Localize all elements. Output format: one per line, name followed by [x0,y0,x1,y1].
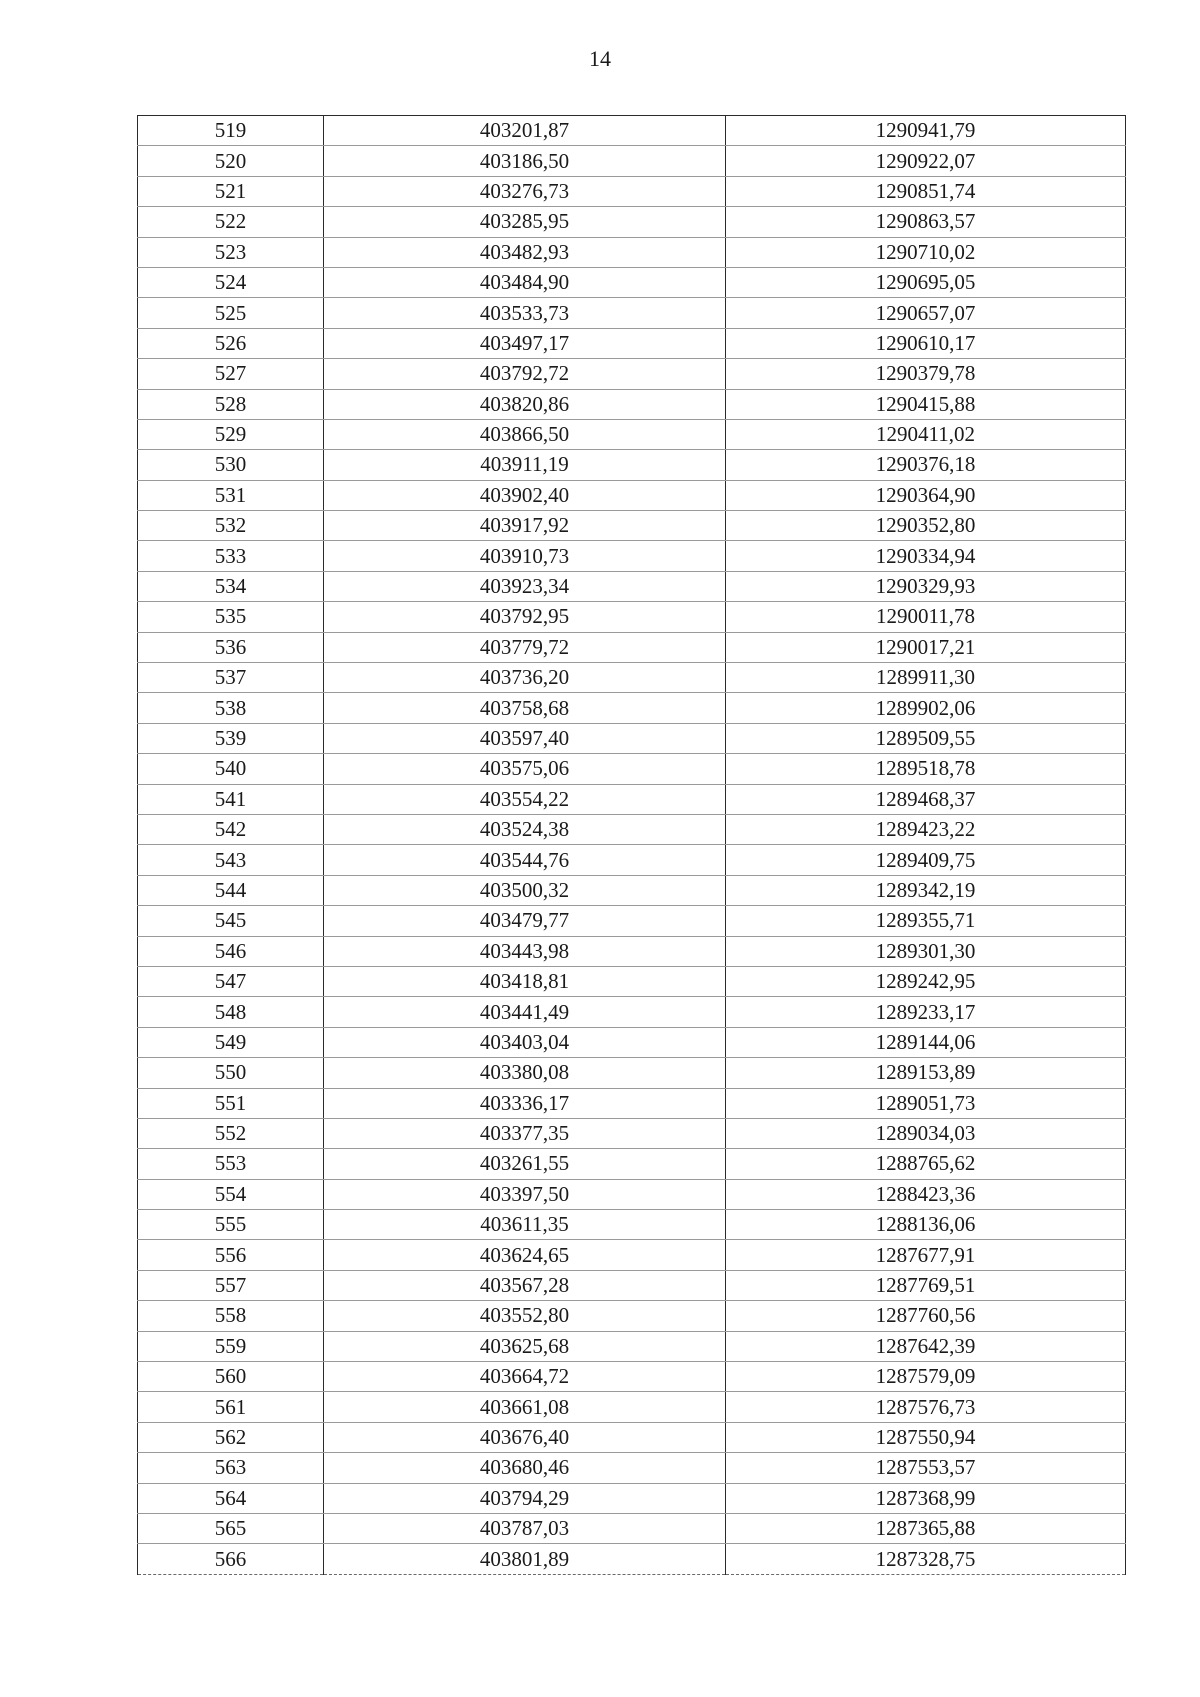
point-number-cell: 532 [138,511,324,541]
x-coordinate-cell: 403676,40 [324,1422,726,1452]
y-coordinate-cell: 1289051,73 [726,1088,1126,1118]
point-number-cell: 529 [138,419,324,449]
x-coordinate-cell: 403544,76 [324,845,726,875]
table-row [138,693,1126,723]
y-coordinate-cell: 1290352,80 [726,511,1126,541]
x-coordinate-cell: 403377,35 [324,1118,726,1148]
y-coordinate-cell: 1290851,74 [726,176,1126,206]
y-coordinate-cell: 1287769,51 [726,1270,1126,1300]
y-coordinate-cell: 1290017,21 [726,632,1126,662]
x-coordinate-cell: 403575,06 [324,754,726,784]
x-coordinate-cell: 403336,17 [324,1088,726,1118]
y-coordinate-cell: 1289423,22 [726,814,1126,844]
table-row [138,1331,1126,1361]
table-row [138,1027,1126,1057]
x-coordinate-cell: 403917,92 [324,511,726,541]
point-number-cell: 521 [138,176,324,206]
table-row [138,1118,1126,1148]
x-coordinate-cell: 403624,65 [324,1240,726,1270]
table-row [138,814,1126,844]
table-row [138,784,1126,814]
table-row [138,419,1126,449]
x-coordinate-cell: 403497,17 [324,328,726,358]
point-number-cell: 554 [138,1179,324,1209]
x-coordinate-cell: 403484,90 [324,267,726,297]
table-row [138,1544,1126,1574]
x-coordinate-cell: 403403,04 [324,1027,726,1057]
point-number-cell: 548 [138,997,324,1027]
x-coordinate-cell: 403820,86 [324,389,726,419]
table-row [138,1483,1126,1513]
x-coordinate-cell: 403552,80 [324,1301,726,1331]
y-coordinate-cell: 1289509,55 [726,723,1126,753]
x-coordinate-cell: 403597,40 [324,723,726,753]
point-number-cell: 520 [138,146,324,176]
x-coordinate-cell: 403911,19 [324,450,726,480]
table-row [138,754,1126,784]
point-number-cell: 552 [138,1118,324,1148]
x-coordinate-cell: 403201,87 [324,116,726,146]
table-row [138,1392,1126,1422]
table-row [138,267,1126,297]
point-number-cell: 539 [138,723,324,753]
y-coordinate-cell: 1290364,90 [726,480,1126,510]
point-number-cell: 525 [138,298,324,328]
point-number-cell: 524 [138,267,324,297]
point-number-cell: 547 [138,966,324,996]
y-coordinate-cell: 1287579,09 [726,1362,1126,1392]
x-coordinate-cell: 403736,20 [324,663,726,693]
table-row [138,1179,1126,1209]
table-row [138,1088,1126,1118]
table-row [138,207,1126,237]
point-number-cell: 549 [138,1027,324,1057]
y-coordinate-cell: 1289409,75 [726,845,1126,875]
x-coordinate-cell: 403758,68 [324,693,726,723]
table-row [138,1513,1126,1543]
y-coordinate-cell: 1287328,75 [726,1544,1126,1574]
x-coordinate-cell: 403794,29 [324,1483,726,1513]
table-row [138,997,1126,1027]
table-row [138,480,1126,510]
table-row [138,1058,1126,1088]
y-coordinate-cell: 1289342,19 [726,875,1126,905]
table-row [138,389,1126,419]
x-coordinate-cell: 403664,72 [324,1362,726,1392]
y-coordinate-cell: 1290411,02 [726,419,1126,449]
point-number-cell: 536 [138,632,324,662]
x-coordinate-cell: 403285,95 [324,207,726,237]
table-row [138,541,1126,571]
y-coordinate-cell: 1287368,99 [726,1483,1126,1513]
x-coordinate-cell: 403500,32 [324,875,726,905]
point-number-cell: 537 [138,663,324,693]
point-number-cell: 528 [138,389,324,419]
y-coordinate-cell: 1289242,95 [726,966,1126,996]
x-coordinate-cell: 403186,50 [324,146,726,176]
point-number-cell: 534 [138,571,324,601]
y-coordinate-cell: 1289468,37 [726,784,1126,814]
y-coordinate-cell: 1290415,88 [726,389,1126,419]
point-number-cell: 565 [138,1513,324,1543]
table-row [138,1422,1126,1452]
point-number-cell: 542 [138,814,324,844]
y-coordinate-cell: 1287550,94 [726,1422,1126,1452]
y-coordinate-cell: 1290610,17 [726,328,1126,358]
y-coordinate-cell: 1287760,56 [726,1301,1126,1331]
point-number-cell: 522 [138,207,324,237]
table-row [138,1453,1126,1483]
point-number-cell: 540 [138,754,324,784]
x-coordinate-cell: 403443,98 [324,936,726,966]
x-coordinate-cell: 403779,72 [324,632,726,662]
y-coordinate-cell: 1290329,93 [726,571,1126,601]
table-row [138,1210,1126,1240]
point-number-cell: 555 [138,1210,324,1240]
y-coordinate-cell: 1289355,71 [726,906,1126,936]
table-row [138,632,1126,662]
page-number: 14 [589,46,611,71]
point-number-cell: 563 [138,1453,324,1483]
x-coordinate-cell: 403380,08 [324,1058,726,1088]
x-coordinate-cell: 403792,95 [324,602,726,632]
point-number-cell: 541 [138,784,324,814]
point-number-cell: 526 [138,328,324,358]
coordinates-table-body [138,116,1126,1575]
point-number-cell: 543 [138,845,324,875]
x-coordinate-cell: 403910,73 [324,541,726,571]
point-number-cell: 535 [138,602,324,632]
table-row [138,571,1126,601]
point-number-cell: 527 [138,359,324,389]
x-coordinate-cell: 403524,38 [324,814,726,844]
table-row [138,602,1126,632]
y-coordinate-cell: 1289233,17 [726,997,1126,1027]
y-coordinate-cell: 1289144,06 [726,1027,1126,1057]
y-coordinate-cell: 1287576,73 [726,1392,1126,1422]
y-coordinate-cell: 1290922,07 [726,146,1126,176]
y-coordinate-cell: 1289902,06 [726,693,1126,723]
y-coordinate-cell: 1290334,94 [726,541,1126,571]
y-coordinate-cell: 1290379,78 [726,359,1126,389]
table-row [138,1240,1126,1270]
x-coordinate-cell: 403787,03 [324,1513,726,1543]
table-row [138,511,1126,541]
point-number-cell: 566 [138,1544,324,1574]
x-coordinate-cell: 403902,40 [324,480,726,510]
point-number-cell: 530 [138,450,324,480]
table-row [138,1149,1126,1179]
x-coordinate-cell: 403418,81 [324,966,726,996]
y-coordinate-cell: 1287677,91 [726,1240,1126,1270]
point-number-cell: 546 [138,936,324,966]
table-row [138,116,1126,146]
table-row [138,176,1126,206]
table-row [138,936,1126,966]
y-coordinate-cell: 1289518,78 [726,754,1126,784]
coordinates-table [137,115,1126,1575]
y-coordinate-cell: 1289911,30 [726,663,1126,693]
y-coordinate-cell: 1290710,02 [726,237,1126,267]
x-coordinate-cell: 403866,50 [324,419,726,449]
point-number-cell: 553 [138,1149,324,1179]
y-coordinate-cell: 1290376,18 [726,450,1126,480]
table-row [138,723,1126,753]
point-number-cell: 561 [138,1392,324,1422]
y-coordinate-cell: 1288765,62 [726,1149,1126,1179]
table-row [138,875,1126,905]
x-coordinate-cell: 403441,49 [324,997,726,1027]
point-number-cell: 551 [138,1088,324,1118]
x-coordinate-cell: 403611,35 [324,1210,726,1240]
y-coordinate-cell: 1287365,88 [726,1513,1126,1543]
y-coordinate-cell: 1289034,03 [726,1118,1126,1148]
x-coordinate-cell: 403680,46 [324,1453,726,1483]
point-number-cell: 564 [138,1483,324,1513]
point-number-cell: 519 [138,116,324,146]
point-number-cell: 560 [138,1362,324,1392]
table-row [138,663,1126,693]
x-coordinate-cell: 403923,34 [324,571,726,601]
x-coordinate-cell: 403276,73 [324,176,726,206]
y-coordinate-cell: 1290941,79 [726,116,1126,146]
table-row [138,237,1126,267]
table-row [138,1301,1126,1331]
y-coordinate-cell: 1290863,57 [726,207,1126,237]
point-number-cell: 550 [138,1058,324,1088]
point-number-cell: 556 [138,1240,324,1270]
table-row [138,328,1126,358]
point-number-cell: 562 [138,1422,324,1452]
y-coordinate-cell: 1289301,30 [726,936,1126,966]
point-number-cell: 545 [138,906,324,936]
table-row [138,146,1126,176]
y-coordinate-cell: 1288423,36 [726,1179,1126,1209]
x-coordinate-cell: 403554,22 [324,784,726,814]
y-coordinate-cell: 1288136,06 [726,1210,1126,1240]
point-number-cell: 558 [138,1301,324,1331]
y-coordinate-cell: 1290011,78 [726,602,1126,632]
point-number-cell: 559 [138,1331,324,1361]
y-coordinate-cell: 1290695,05 [726,267,1126,297]
point-number-cell: 544 [138,875,324,905]
table-row [138,845,1126,875]
point-number-cell: 531 [138,480,324,510]
point-number-cell: 538 [138,693,324,723]
table-row [138,450,1126,480]
x-coordinate-cell: 403533,73 [324,298,726,328]
table-row [138,359,1126,389]
x-coordinate-cell: 403625,68 [324,1331,726,1361]
y-coordinate-cell: 1289153,89 [726,1058,1126,1088]
point-number-cell: 523 [138,237,324,267]
table-row [138,1270,1126,1300]
x-coordinate-cell: 403801,89 [324,1544,726,1574]
table-row [138,906,1126,936]
x-coordinate-cell: 403261,55 [324,1149,726,1179]
x-coordinate-cell: 403479,77 [324,906,726,936]
x-coordinate-cell: 403567,28 [324,1270,726,1300]
point-number-cell: 557 [138,1270,324,1300]
x-coordinate-cell: 403397,50 [324,1179,726,1209]
point-number-cell: 533 [138,541,324,571]
x-coordinate-cell: 403792,72 [324,359,726,389]
table-row [138,966,1126,996]
table-row [138,298,1126,328]
x-coordinate-cell: 403661,08 [324,1392,726,1422]
y-coordinate-cell: 1287642,39 [726,1331,1126,1361]
table-row [138,1362,1126,1392]
y-coordinate-cell: 1290657,07 [726,298,1126,328]
x-coordinate-cell: 403482,93 [324,237,726,267]
y-coordinate-cell: 1287553,57 [726,1453,1126,1483]
